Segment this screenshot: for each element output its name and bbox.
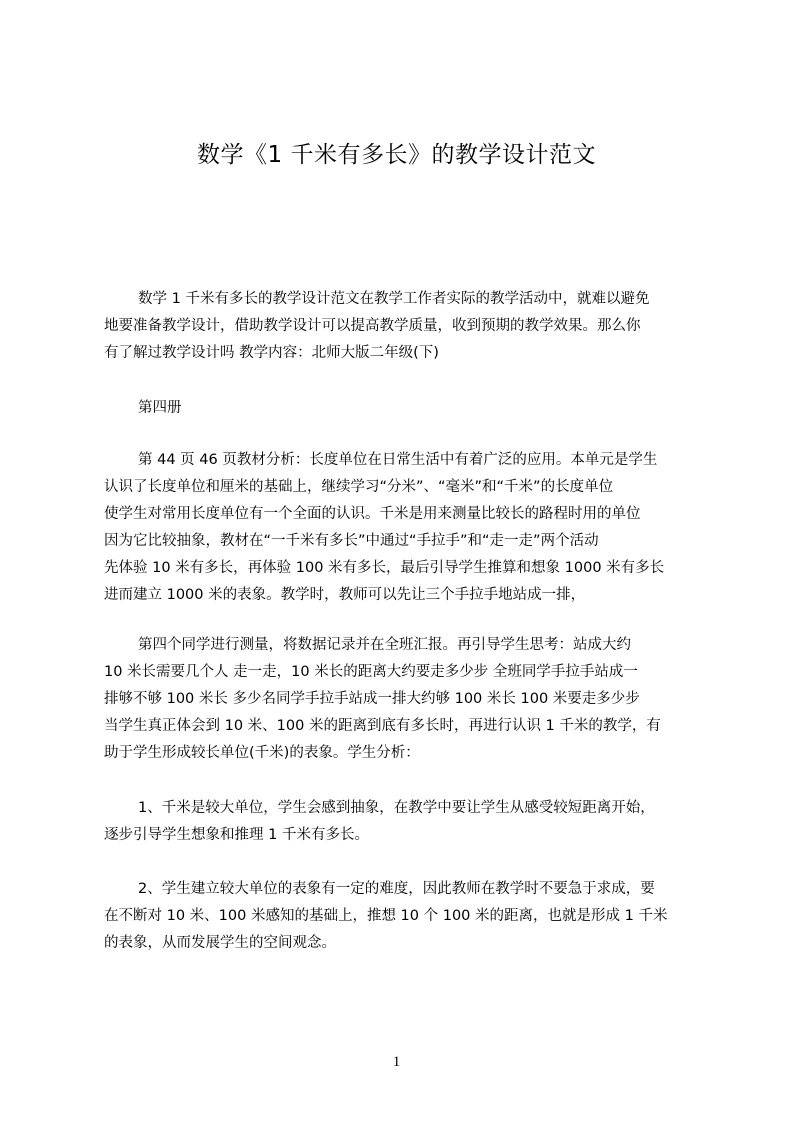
paragraph-line: 10 米长需要几个人 走一走，10 米长的距离大约要走多少步 全班同学手拉手站成一	[104, 664, 638, 680]
paragraph-line: 当学生真正体会到 10 米、100 米的距离到底有多长时，再进行认识 1 千米的教学，有	[104, 718, 661, 734]
paragraph-line: 认识了长度单位和厘米的基础上，继续学习“分米”、“毫米”和“千米”的长度单位	[104, 479, 614, 495]
paragraph-line: 在不断对 10 米、100 米感知的基础上，推想 10 个 100 米的距离，也就是形成 1 千米	[104, 908, 668, 924]
paragraph-line: 1、千米是较大单位，学生会感到抽象，在教学中要让学生从感受较短距离开始，	[138, 800, 655, 816]
paragraph-line: 因为它比较抽象，教材在“一千米有多长”中通过“手拉手”和“走一走”两个活动	[104, 533, 599, 549]
paragraph-line: 逐步引导学生想象和推理 1 千米有多长。	[104, 827, 369, 843]
paragraph-line: 的表象，从而发展学生的空间观念。	[104, 935, 336, 951]
paragraph-point-1	[104, 795, 700, 849]
paragraph-line: 第四册	[138, 400, 182, 416]
paragraph-line: 助于学生形成较长单位(千米)的表象。学生分析：	[104, 745, 420, 761]
paragraph-intro	[104, 286, 700, 367]
paragraph-line: 第 44 页 46 页教材分析：长度单位在日常生活中有着广泛的应用。本单元是学生	[138, 452, 658, 468]
paragraph-line: 有了解过教学设计吗 教学内容：北师大版二年级(下)	[104, 345, 439, 361]
paragraph-line: 先体验 10 米有多长，再体验 100 米有多长，最后引导学生推算和想象 1000 米有多长	[104, 560, 665, 576]
paragraph-analysis	[104, 447, 700, 609]
document-title: 数学《1 千米有多长》的教学设计范文	[197, 142, 596, 168]
paragraph-measurement	[104, 632, 700, 767]
paragraph-volume	[104, 395, 700, 422]
paragraph-line: 使学生对常用长度单位有一个全面的认识。千米是用来测量比较长的路程时用的单位	[104, 506, 641, 522]
page-number: 1	[392, 1054, 401, 1070]
paragraph-line: 2、学生建立较大单位的表象有一定的难度，因此教师在教学时不要急于求成，要	[138, 881, 655, 897]
paragraph-line: 排够不够 100 米长 多少名同学手拉手站成一排大约够 100 米长 100 米要走多少步	[104, 691, 640, 707]
paragraph-line: 地要准备教学设计，借助教学设计可以提高教学质量，收到预期的教学效果。那么你	[104, 318, 641, 334]
paragraph-line: 进而建立 1000 米的表象。教学时，教师可以先让三个手拉手地站成一排，	[104, 587, 586, 603]
paragraph-line: 第四个同学进行测量，将数据记录并在全班汇报。再引导学生思考：站成大约	[138, 637, 631, 653]
paragraph-point-2	[104, 876, 700, 957]
paragraph-line: 数学 1 千米有多长的教学设计范文在教学工作者实际的教学活动中，就难以避免	[138, 291, 650, 307]
